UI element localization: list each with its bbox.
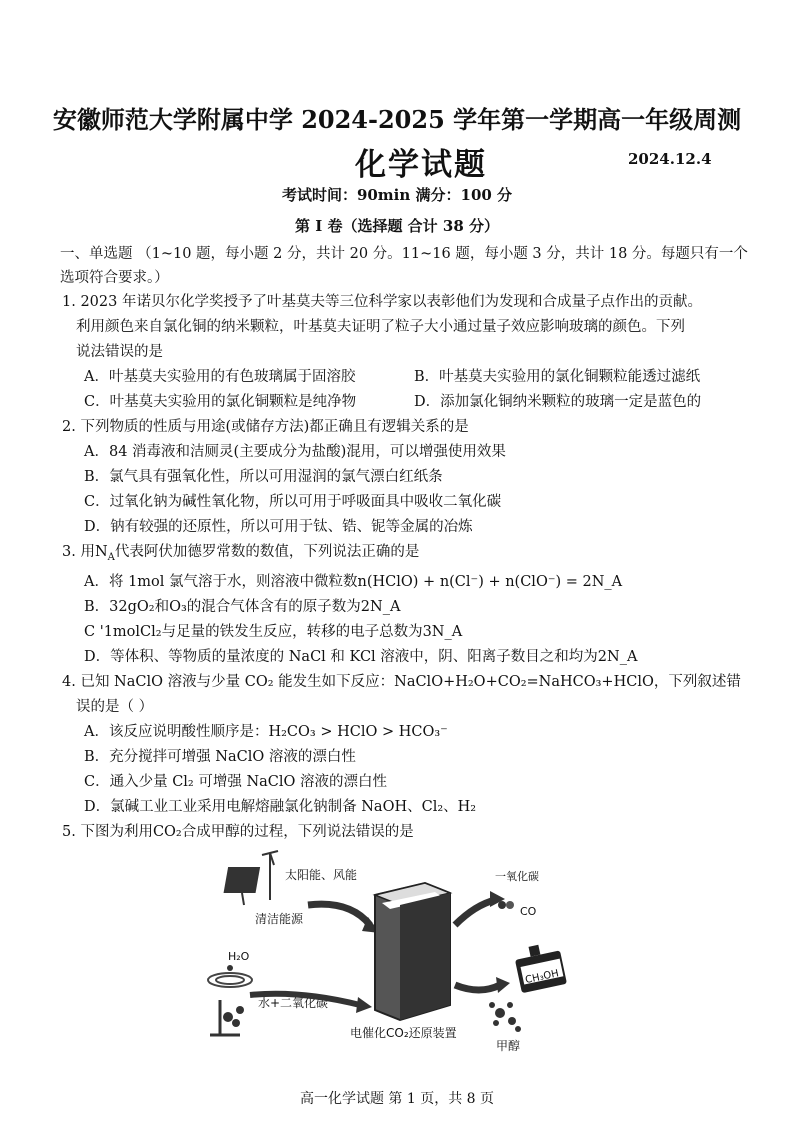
- option-a: A．该反应说明酸性顺序是：H₂CO₃ > HClO > HCO₃⁻: [84, 723, 448, 740]
- question-3: [62, 540, 752, 670]
- question-list: [62, 290, 752, 845]
- option-c: C．通入少量 Cl₂ 可增强 NaClO 溶液的漂白性: [84, 773, 388, 790]
- label-ch3oh: CH₃OH: [524, 968, 560, 987]
- option-c: C．过氧化钠为碱性氧化物，所以可用于呼吸面具中吸收二氧化碳: [84, 494, 502, 510]
- option-d: D．添加氯化铜纳米颗粒的玻璃一定是蓝色的: [414, 394, 702, 410]
- option-b: B．32gO₂和O₃的混合气体含有的原子数为2N_A: [84, 598, 401, 615]
- question-3-stem-a: 3. 用N: [62, 544, 108, 560]
- question-1-options: [62, 365, 752, 390]
- option-b: B．充分搅拌可增强 NaClO 溶液的漂白性: [84, 748, 356, 765]
- methanol-arrow: [455, 985, 500, 990]
- energy-arrow: [308, 904, 370, 925]
- label-co-name: 一氧化碳: [495, 870, 539, 883]
- water-arrowhead: [356, 997, 372, 1013]
- option-a: A．叶基莫夫实验用的有色玻璃属于固溶胶: [84, 369, 356, 385]
- question-5-stem: 5. 下图为利用CO₂合成甲醇的过程，下列说法错误的是: [62, 823, 414, 840]
- question-4: [62, 670, 752, 820]
- subject-title: 化学试题: [355, 147, 487, 183]
- methanol-arrowhead: [496, 977, 510, 993]
- option-d: D．钠有较强的还原性，所以可用于钛、锆、铌等金属的冶炼: [84, 519, 473, 535]
- methanol-bottle-icon: [515, 945, 567, 993]
- co2-methanol-diagram: [200, 845, 600, 1075]
- question-1-line: 说法错误的是: [76, 344, 163, 360]
- question-1-options: [62, 390, 752, 415]
- exam-title: 安徽师范大学附属中学 2024-2025 学年第一学期高一年级周测: [52, 105, 742, 134]
- page-footer: 高一化学试题 第 1 页，共 8 页: [299, 1091, 495, 1107]
- co-molecule-icon: [498, 901, 514, 909]
- question-3-stem: [62, 540, 752, 570]
- option-a: A．将 1mol 氯气溶于水，则溶液中微粒数n(HClO) + n(Cl⁻) + n(ClO⁻) = 2N_A: [84, 573, 623, 590]
- question-1: [62, 290, 752, 415]
- exam-info: 考试时间：90min 满分：100 分: [281, 186, 513, 204]
- label-h2o: H₂O: [228, 950, 250, 963]
- option-b: B．氯气具有强氧化性，所以可用湿润的氯气漂白红纸条: [84, 469, 443, 485]
- question-3-stem-sub: A: [107, 551, 115, 563]
- question-3-stem-b: 代表阿伏加德罗常数的数值，下列说法正确的是: [114, 544, 420, 560]
- question-4-line: 误的是（ ）: [76, 698, 154, 715]
- option-c: C '1molCl₂与足量的铁发生反应，转移的电子总数为3N_A: [84, 623, 463, 640]
- question-2-stem: 2. 下列物质的性质与用途(或储存方法)都正确且有逻辑关系的是: [62, 419, 469, 435]
- methanol-molecule-icon: [489, 1002, 521, 1032]
- question-2: [62, 415, 752, 540]
- option-a: A．84 消毒液和洁厕灵(主要成分为盐酸)混用，可以增强使用效果: [84, 444, 506, 460]
- label-methanol: 甲醇: [496, 1039, 521, 1053]
- electrocatalytic-device-icon: [375, 883, 450, 1020]
- option-b: B．叶基莫夫实验用的氯化铜颗粒能透过滤纸: [414, 369, 701, 385]
- co2-molecule-icon: [210, 1000, 244, 1035]
- label-device: 电催化CO₂还原装置: [350, 1026, 457, 1040]
- label-clean-energy: 清洁能源: [255, 912, 304, 926]
- exam-date: 2024.12.4: [628, 150, 712, 168]
- volume-heading: 第 I 卷（选择题 合计 38 分）: [294, 217, 499, 235]
- option-d: D．氯碱工业工业采用电解熔融氯化钠制备 NaOH、Cl₂、H₂: [84, 798, 477, 815]
- water-splash-icon: [208, 965, 252, 987]
- label-co: CO: [520, 905, 537, 918]
- option-d: D．等体积、等物质的量浓度的 NaCl 和 KCl 溶液中，阴、阳离子数目之和均为2N_A: [84, 648, 638, 665]
- option-c: C．叶基莫夫实验用的氯化铜颗粒是纯净物: [84, 394, 357, 410]
- question-4-line: 4. 已知 NaClO 溶液与少量 CO₂ 能发生如下反应：NaClO+H₂O+CO₂=NaHCO₃+HClO，下列叙述错: [62, 673, 741, 690]
- label-water-co2: 水+二氧化碳: [258, 996, 329, 1010]
- question-1-line: 1. 2023 年诺贝尔化学奖授予了叶基莫夫等三位科学家以表彰他们为发现和合成量子点作出的贡献。: [62, 294, 702, 310]
- question-5: [62, 820, 752, 845]
- section-heading: 一、单选题 （1~10 题，每小题 2 分，共计 20 分。11~16 题，每小题 3 分，共计 18 分。每题只有一个选项符合要求。）: [60, 246, 748, 286]
- co-arrow: [455, 900, 495, 925]
- question-1-line: 利用颜色来自氯化铜的纳米颗粒，叶基莫夫证明了粒子大小通过量子效应影响玻璃的颜色。下列: [76, 319, 685, 335]
- label-solar-wind: 太阳能、风能: [285, 868, 358, 882]
- solar-panel-icon: [224, 851, 278, 905]
